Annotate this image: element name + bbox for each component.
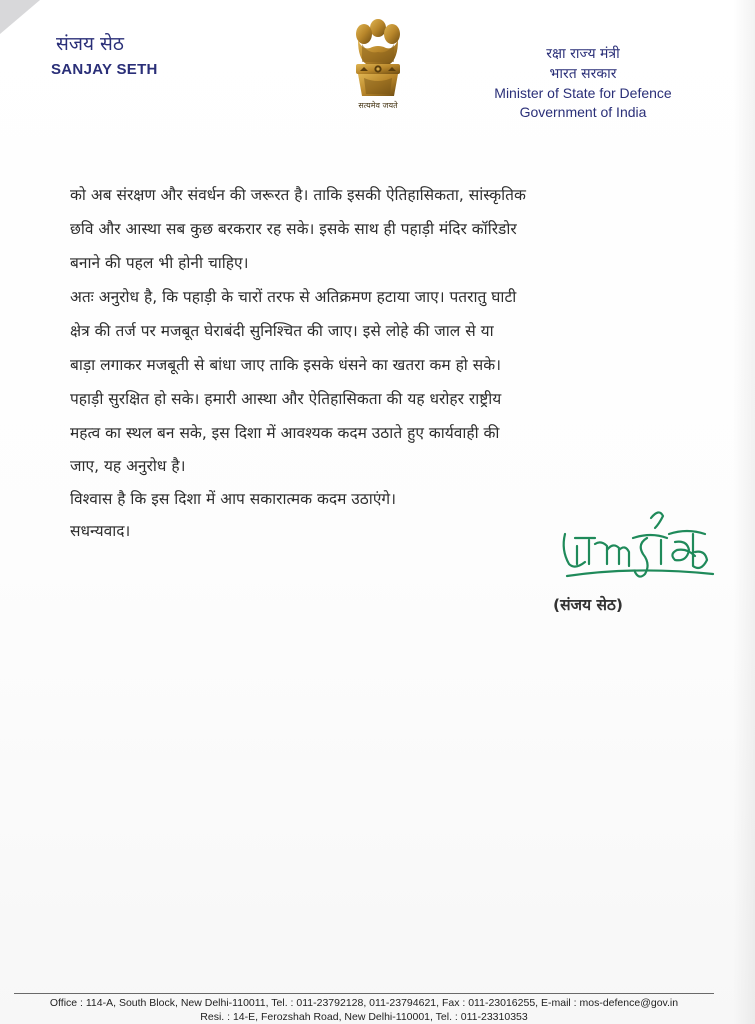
government-hindi: भारत सरकार — [549, 66, 617, 82]
body-line: क्षेत्र की तर्ज पर मजबूत घेराबंदी सुनिश्चित की जाए। इसे लोहे की जाल से या — [70, 322, 494, 340]
footer-office-address: Office : 114-A, South Block, New Delhi-110011, Tel. : 011-23792128, 011-23794621, Fax : 011-23016255, E-mail : mos-defence@gov.in — [49, 997, 679, 1009]
designation-block — [473, 44, 693, 122]
sender-name-hindi: संजय सेठ — [56, 33, 124, 55]
emblem-motto: सत्यमेव जयते — [358, 101, 398, 110]
body-line: अतः अनुरोध है, कि पहाड़ी के चारों तरफ से अतिक्रमण हटाया जाए। पतरातु घाटी — [70, 288, 517, 306]
designation-hindi: रक्षा राज्य मंत्री — [546, 46, 620, 62]
footer-divider — [14, 993, 714, 994]
letter-footer — [14, 996, 714, 1024]
lion-capital-emblem-icon — [346, 14, 410, 100]
body-line: बाड़ा लगाकर मजबूती से बांधा जाए ताकि इसके धंसने का खतरा कम हो सके। — [70, 356, 501, 374]
handwritten-signature — [555, 494, 725, 590]
government-english: Government of India — [519, 104, 647, 120]
designation-english: Minister of State for Defence — [494, 85, 672, 101]
footer-residence-address: Resi. : 14-E, Ferozshah Road, New Delhi-110001, Tel. : 011-23310353 — [200, 1011, 528, 1023]
state-emblem — [346, 14, 410, 114]
body-line: को अब संरक्षण और संवर्धन की जरूरत है। ताकि इसकी ऐतिहासिकता, सांस्कृतिक — [70, 186, 526, 204]
letter-body — [70, 178, 660, 516]
sender-name-english: SANJAY SETH — [51, 61, 158, 78]
signatory-name: (संजय सेठ) — [553, 596, 624, 614]
body-line: जाए, यह अनुरोध है। — [70, 457, 186, 475]
body-line: महत्व का स्थल बन सके, इस दिशा में आवश्यक कदम उठाते हुए कार्यवाही की — [70, 424, 500, 442]
signature-scribble-icon — [555, 494, 725, 590]
body-line: बनाने की पहल भी होनी चाहिए। — [70, 254, 249, 272]
body-line: पहाड़ी सुरक्षित हो सके। हमारी आस्था और ऐतिहासिकता की यह धरोहर राष्ट्रीय — [70, 390, 502, 408]
closing-thanks: सधन्यवाद। — [70, 522, 131, 540]
body-line: छवि और आस्था सब कुछ बरकरार रह सके। इसके साथ ही पहाड़ी मंदिर कॉरिडोर — [70, 220, 517, 238]
body-line: विश्वास है कि इस दिशा में आप सकारात्मक कदम उठाएंगे। — [70, 490, 396, 508]
